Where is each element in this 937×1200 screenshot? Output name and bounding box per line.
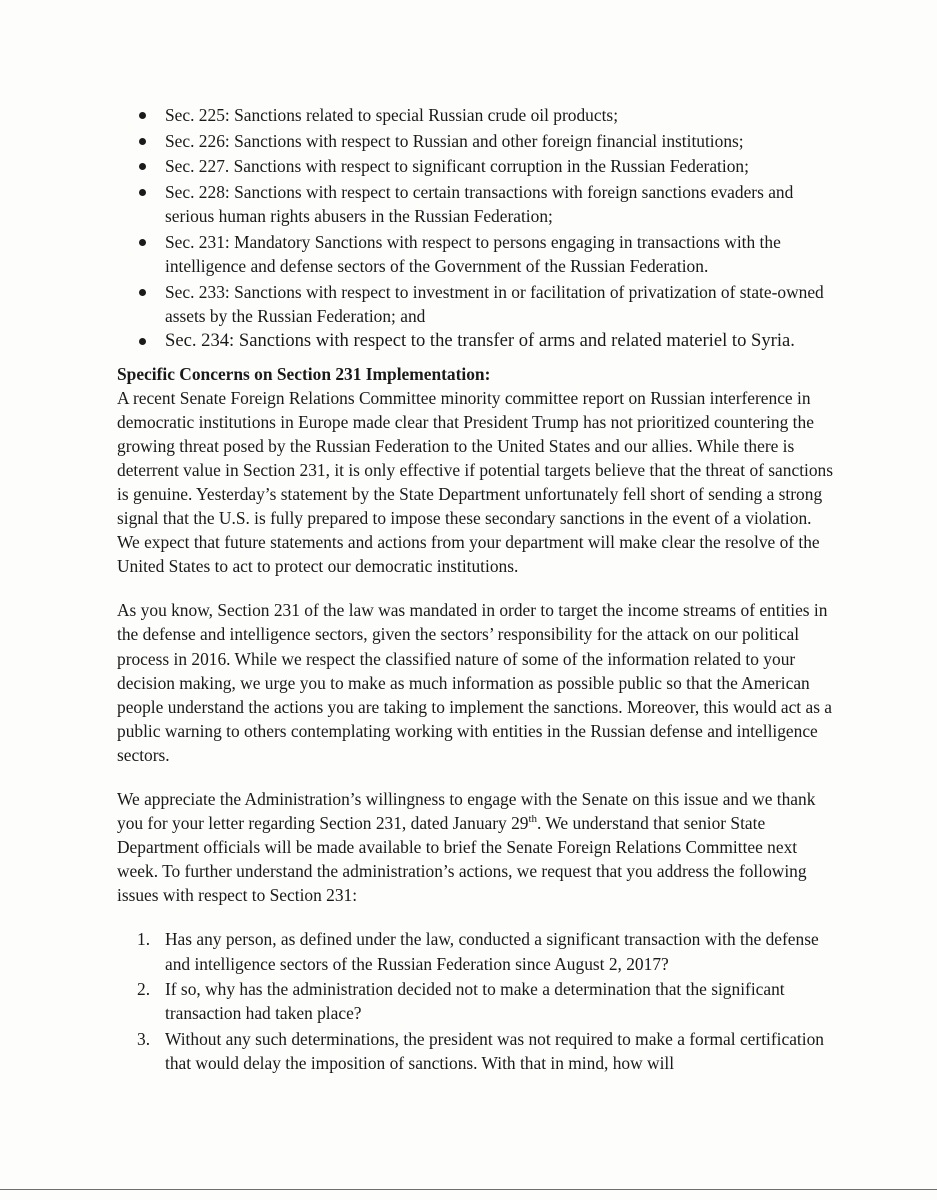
bullet-text: Sec. 226: Sanctions with respect to Russian and other foreign financial institutions; [165, 130, 744, 151]
list-item [117, 103, 833, 127]
list-item [117, 329, 833, 353]
bullet-text: Sec. 231: Mandatory Sanctions with respect to persons engaging in transactions with the intelligence and defense sectors of the Government of the Russian Federation. [165, 231, 781, 276]
bullet-icon [139, 338, 146, 345]
bullet-text: Sec. 225: Sanctions related to special Russian crude oil products; [165, 105, 619, 125]
paragraph-request [117, 787, 833, 907]
ordinal-suffix: th [528, 813, 538, 826]
list-item [117, 927, 833, 975]
list-item [117, 280, 833, 328]
paragraph-request-text-cont: . We understand that senior State Department officials will be made available to brief the Senate Foreign Relations Committee next week. To further understand the administration’s actions, we request that you address the following issues with respect to Section 231: [117, 813, 807, 906]
bullet-icon [139, 189, 146, 196]
bullet-text: Sec. 227. Sanctions with respect to significant corruption in the Russian Federation; [165, 156, 749, 177]
question-number: 1. [137, 929, 151, 950]
list-item [117, 230, 833, 278]
bullet-icon [139, 289, 146, 296]
bullet-icon [139, 239, 146, 246]
question-number: 2. [137, 979, 151, 1000]
paragraph-section-231: As you know, Section 231 of the law was mandated in order to target the income streams of entities in the defense and intelligence sectors, given the sectors’ responsibility for the attack on our political process in 2016. While we respect the classified nature of some of the information related to your decision making, we urge you to make as much information as possible public so that the American people understand the actions you are taking to implement the sanctions. Moreover, this would act as a public warning to others contemplating working with entities in the Russian defense and intelligence sectors. [117, 600, 833, 765]
bullet-icon [139, 138, 146, 145]
question-text: Has any person, as defined under the law, conducted a significant transaction with the defense and intelligence sectors of the Russian Federation since August 2, 2017? [165, 929, 819, 974]
bullet-text: Sec. 233: Sanctions with respect to investment in or facilitation of privatization of state-owned assets by the Russian Federation; and [165, 281, 824, 326]
list-item [117, 977, 833, 1025]
sanctions-section-list [117, 103, 833, 354]
question-text: If so, why has the administration decided not to make a determination that the significant transaction had taken place? [165, 979, 785, 1024]
list-item [117, 180, 833, 228]
letter-body [117, 103, 833, 1077]
list-item [117, 1027, 833, 1075]
list-item [117, 129, 833, 153]
list-item [117, 154, 833, 178]
question-number: 3. [137, 1029, 151, 1050]
questions-list [117, 927, 833, 1075]
bullet-icon [139, 112, 146, 119]
bullet-icon [139, 163, 146, 170]
bullet-text: Sec. 228: Sanctions with respect to certain transactions with foreign sanctions evaders and serious human rights abusers in the Russian Federation; [165, 182, 794, 227]
paragraph-minority-report: A recent Senate Foreign Relations Committee minority committee report on Russian interference in democratic institutions in Europe made clear that President Trump has not prioritized countering the growing threat posed by the Russian Federation to the United States and our allies. While there is deterrent value in Section 231, it is only effective if potential targets believe that the threat of sanctions is genuine. Yesterday’s statement by the State Department unfortunately fell short of sending a strong signal that the U.S. is fully prepared to impose these secondary sanctions in the event of a violation. We expect that future statements and actions from your department will make clear the resolve of the United States to act to protect our democratic institutions. [117, 387, 834, 577]
section-heading: Specific Concerns on Section 231 Implementation: [117, 363, 491, 384]
bullet-text: Sec. 234: Sanctions with respect to the transfer of arms and related materiel to Syria. [165, 330, 795, 352]
paragraph-request-text: We appreciate the Administration’s willingness to engage with the Senate on this issue and we thank you for your letter regarding Section 231, dated January 29 [117, 789, 816, 834]
question-text: Without any such determinations, the president was not required to make a formal certification that would delay the imposition of sanctions. With that in mind, how will [165, 1029, 824, 1074]
page-bottom-rule [0, 1189, 937, 1190]
